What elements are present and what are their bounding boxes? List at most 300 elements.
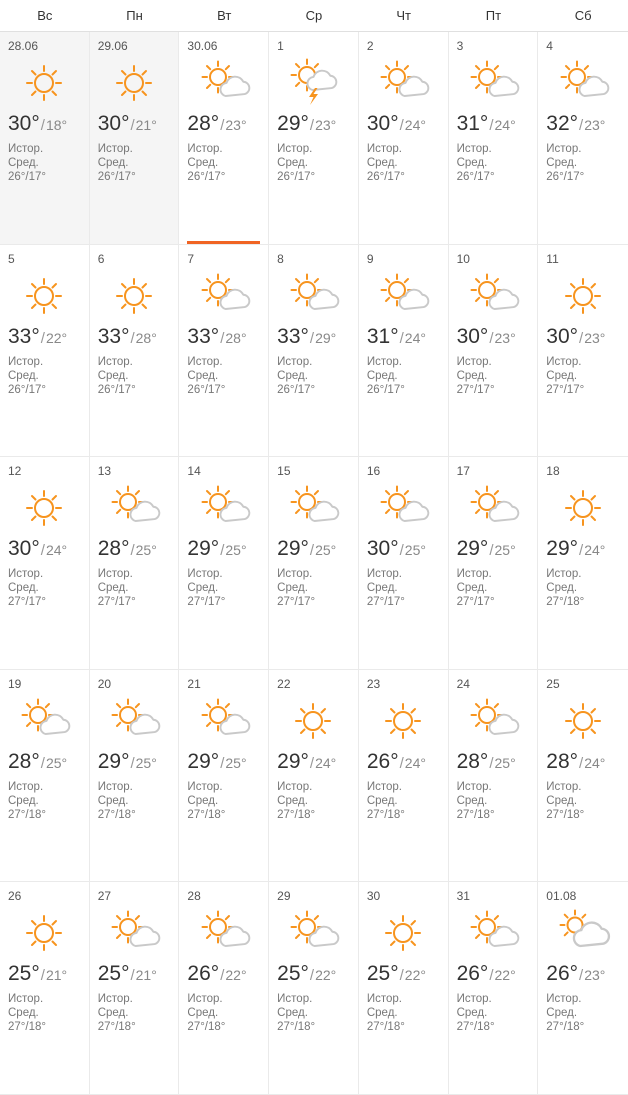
historical-label-line1: Истор. (187, 993, 223, 1006)
day-number: 15 (277, 464, 291, 479)
day-cell[interactable] (449, 670, 539, 883)
historical-values: 27°/18° (8, 1021, 46, 1034)
day-temperatures (277, 326, 350, 347)
historical-label-line2: Сред. (456, 582, 488, 595)
historical-average (546, 355, 620, 397)
historical-values: 26°/17° (97, 383, 136, 396)
low-degree-symbol: ° (61, 117, 68, 133)
low-temperature: 25 (225, 542, 241, 559)
historical-values: 27°/17° (277, 596, 316, 609)
day-temperatures (8, 113, 81, 134)
historical-label-line2: Сред. (277, 157, 308, 169)
high-degree-symbol: ° (390, 112, 399, 135)
high-degree-symbol: ° (390, 324, 399, 348)
high-degree-symbol: ° (390, 537, 399, 561)
high-degree-symbol: ° (210, 112, 220, 135)
temperature-separator: / (579, 329, 584, 347)
day-cell[interactable] (90, 245, 180, 458)
historical-label-line1: Истор. (366, 568, 402, 581)
high-temperature: 28 (187, 112, 211, 135)
temperature-separator: / (489, 754, 494, 772)
day-temperatures (367, 113, 440, 134)
day-cell[interactable] (269, 882, 359, 1095)
day-number: 8 (277, 251, 284, 266)
low-degree-symbol: ° (330, 754, 337, 771)
historical-average (367, 355, 440, 397)
day-cell[interactable] (0, 670, 90, 883)
day-temperatures (187, 326, 260, 347)
historical-values: 27°/17° (456, 383, 495, 396)
historical-average (98, 355, 171, 397)
calendar-weeks (0, 32, 628, 1095)
historical-label-line2: Сред. (277, 1007, 308, 1020)
temperature-separator: / (220, 329, 225, 347)
historical-label-line2: Сред. (97, 1007, 129, 1020)
sun-icon (546, 268, 620, 324)
temperature-separator: / (399, 329, 404, 347)
high-temperature: 26 (187, 962, 211, 986)
historical-values: 26°/17° (277, 171, 316, 183)
low-degree-symbol: ° (330, 117, 337, 133)
low-degree-symbol: ° (61, 754, 68, 771)
high-degree-symbol: ° (121, 537, 130, 561)
sun-cloud-icon (187, 268, 260, 324)
low-degree-symbol: ° (61, 542, 68, 559)
low-degree-symbol: ° (420, 117, 426, 133)
day-cell[interactable] (179, 457, 269, 670)
historical-label-line1: Истор. (456, 780, 492, 793)
historical-label-line2: Сред. (546, 157, 578, 169)
historical-label-line1: Истор. (366, 355, 402, 368)
high-degree-symbol: ° (121, 112, 130, 135)
historical-label-line2: Сред. (97, 794, 129, 807)
temperature-separator: / (130, 117, 135, 134)
day-cell[interactable] (0, 245, 90, 458)
low-degree-symbol: ° (420, 329, 426, 346)
sun-icon (8, 905, 81, 961)
sun-icon (546, 480, 620, 536)
day-temperatures (277, 963, 350, 984)
historical-average (277, 355, 350, 397)
low-degree-symbol: ° (420, 542, 426, 559)
high-degree-symbol: ° (390, 749, 399, 773)
low-degree-symbol: ° (599, 967, 606, 984)
day-cell[interactable] (359, 457, 449, 670)
day-cell[interactable] (269, 457, 359, 670)
low-temperature: 24 (584, 754, 600, 771)
temperature-separator: / (489, 117, 494, 134)
sun-cloud-icon (277, 480, 350, 536)
high-degree-symbol: ° (479, 324, 489, 348)
temperature-separator: / (40, 117, 45, 134)
historical-values: 27°/18° (456, 808, 495, 821)
historical-label-line1: Истор. (277, 568, 313, 581)
day-number: 24 (456, 676, 470, 691)
historical-label-line2: Сред. (546, 369, 578, 382)
temperature-separator: / (489, 542, 494, 560)
historical-label-line1: Истор. (8, 355, 44, 368)
historical-average (367, 780, 440, 822)
sun-cloud-icon (457, 268, 530, 324)
historical-average (277, 567, 350, 609)
weekday-label-4: Чт (396, 8, 412, 23)
weekday-label-3: Ср (305, 8, 323, 23)
historical-average (457, 992, 530, 1034)
day-cell[interactable] (449, 457, 539, 670)
sun-storm-icon (277, 55, 350, 111)
high-temperature: 33 (187, 324, 211, 348)
historical-average (546, 780, 620, 822)
low-temperature: 25 (404, 542, 421, 559)
historical-label-line1: Истор. (97, 780, 133, 793)
temperature-separator: / (130, 967, 135, 985)
historical-average (98, 567, 171, 609)
day-cell[interactable] (359, 245, 449, 458)
temperature-separator: / (220, 542, 225, 560)
low-degree-symbol: ° (510, 967, 516, 984)
day-number: 27 (97, 889, 112, 904)
day-temperatures (546, 538, 620, 559)
day-cell[interactable] (179, 32, 269, 245)
high-degree-symbol: ° (210, 324, 220, 348)
low-temperature: 22 (45, 329, 62, 346)
low-temperature: 23 (494, 329, 511, 346)
historical-average (277, 142, 350, 184)
day-temperatures (8, 326, 81, 347)
day-temperatures (367, 751, 440, 772)
low-temperature: 24 (45, 542, 62, 559)
low-temperature: 22 (225, 967, 241, 984)
day-cell[interactable] (359, 32, 449, 245)
high-temperature: 33 (277, 324, 301, 348)
day-temperatures (367, 963, 440, 984)
high-degree-symbol: ° (210, 749, 220, 773)
historical-label-line2: Сред. (8, 157, 39, 169)
low-temperature: 25 (135, 542, 152, 559)
historical-label-line2: Сред. (546, 1007, 578, 1020)
day-cell[interactable] (538, 670, 628, 883)
high-degree-symbol: ° (31, 112, 40, 135)
low-temperature: 28 (225, 329, 241, 346)
historical-label-line1: Истор. (187, 568, 223, 581)
temperature-separator: / (309, 542, 315, 560)
high-temperature: 31 (366, 324, 391, 348)
historical-values: 26°/17° (97, 171, 136, 183)
day-cell[interactable] (538, 457, 628, 670)
high-temperature: 33 (97, 324, 122, 348)
low-degree-symbol: ° (510, 329, 516, 346)
low-temperature: 28 (135, 329, 152, 346)
historical-average (8, 567, 81, 609)
high-temperature: 30 (456, 324, 480, 348)
low-temperature: 25 (315, 542, 331, 559)
low-temperature: 18 (45, 117, 62, 133)
historical-average (367, 567, 440, 609)
low-degree-symbol: ° (330, 967, 337, 984)
sun-cloud-icon (457, 693, 530, 749)
historical-label-line1: Истор. (277, 143, 313, 155)
day-cell[interactable] (0, 882, 90, 1095)
day-number: 26 (8, 889, 22, 904)
day-number: 6 (97, 251, 105, 266)
historical-label-line2: Сред. (277, 582, 308, 595)
temperature-separator: / (399, 754, 404, 772)
low-temperature: 23 (584, 967, 600, 984)
high-temperature: 28 (8, 749, 32, 773)
historical-label-line1: Истор. (8, 568, 44, 581)
historical-average (98, 142, 171, 184)
sun-cloud-icon (187, 693, 260, 749)
sun-cloud-icon (546, 55, 620, 111)
day-cell[interactable] (269, 670, 359, 883)
calendar-week-row (0, 245, 628, 458)
high-degree-symbol: ° (479, 749, 489, 773)
historical-values: 27°/18° (366, 808, 405, 821)
high-temperature: 32 (546, 112, 570, 135)
high-degree-symbol: ° (479, 112, 489, 135)
temperature-separator: / (130, 754, 135, 772)
day-temperatures (8, 751, 81, 772)
weekday-label-1: Пн (126, 8, 143, 23)
historical-label-line1: Истор. (366, 143, 402, 155)
historical-values: 26°/17° (456, 171, 495, 183)
historical-label-line2: Сред. (456, 157, 488, 169)
day-number: 17 (456, 464, 470, 479)
day-cell[interactable] (179, 670, 269, 883)
day-number: 3 (456, 39, 464, 53)
high-degree-symbol: ° (31, 537, 40, 561)
calendar-week-row (0, 882, 628, 1095)
day-cell[interactable] (90, 457, 180, 670)
historical-label-line2: Сред. (8, 582, 39, 595)
day-number: 12 (8, 464, 22, 479)
cloud-sun-icon (546, 905, 620, 961)
high-temperature: 25 (366, 962, 391, 986)
high-temperature: 29 (546, 537, 570, 561)
high-temperature: 25 (8, 962, 32, 986)
day-cell[interactable] (179, 245, 269, 458)
temperature-separator: / (40, 754, 45, 772)
sun-cloud-icon (367, 480, 440, 536)
high-degree-symbol: ° (300, 537, 309, 561)
high-temperature: 25 (97, 962, 122, 986)
weekday-label-2: Вт (217, 8, 232, 23)
sun-cloud-icon (187, 905, 260, 961)
historical-average (367, 992, 440, 1034)
high-degree-symbol: ° (300, 962, 309, 986)
historical-values: 26°/17° (8, 383, 46, 396)
historical-values: 27°/18° (546, 596, 585, 609)
high-degree-symbol: ° (31, 324, 40, 348)
high-degree-symbol: ° (300, 324, 309, 348)
historical-average (457, 142, 530, 184)
low-degree-symbol: ° (599, 117, 606, 133)
temperature-separator: / (579, 754, 584, 772)
historical-average (187, 355, 260, 397)
sun-cloud-icon (277, 905, 350, 961)
low-temperature: 24 (404, 117, 421, 133)
day-number: 5 (8, 251, 15, 266)
high-temperature: 33 (8, 324, 32, 348)
day-temperatures (187, 538, 260, 559)
day-cell[interactable] (269, 245, 359, 458)
day-cell[interactable] (90, 882, 180, 1095)
low-temperature: 29 (315, 329, 331, 346)
temperature-separator: / (399, 117, 404, 134)
high-degree-symbol: ° (479, 962, 489, 986)
sun-cloud-icon (367, 55, 440, 111)
sun-cloud-icon (367, 268, 440, 324)
temperature-separator: / (130, 329, 135, 347)
day-number: 22 (277, 676, 291, 691)
day-cell[interactable] (449, 882, 539, 1095)
high-degree-symbol: ° (569, 962, 579, 986)
historical-values: 26°/17° (277, 383, 316, 396)
historical-label-line1: Истор. (97, 568, 133, 581)
sun-cloud-icon (98, 480, 171, 536)
high-degree-symbol: ° (31, 962, 40, 986)
temperature-separator: / (579, 542, 584, 560)
high-degree-symbol: ° (31, 749, 40, 773)
day-temperatures (457, 326, 530, 347)
day-number: 18 (546, 464, 560, 479)
day-cell[interactable] (538, 882, 628, 1095)
low-temperature: 23 (225, 117, 241, 133)
low-temperature: 25 (494, 542, 511, 559)
day-number: 7 (187, 251, 195, 266)
temperature-separator: / (220, 754, 225, 772)
day-temperatures (277, 538, 350, 559)
day-temperatures (277, 751, 350, 772)
high-degree-symbol: ° (390, 962, 399, 986)
day-number: 29 (277, 889, 291, 904)
day-temperatures (8, 963, 81, 984)
high-temperature: 26 (546, 962, 570, 986)
historical-values: 26°/17° (546, 171, 585, 183)
day-cell[interactable] (179, 882, 269, 1095)
low-temperature: 25 (225, 754, 241, 771)
day-temperatures (98, 326, 171, 347)
historical-label-line1: Истор. (97, 355, 133, 368)
calendar-week-row (0, 457, 628, 670)
day-cell[interactable] (359, 882, 449, 1095)
sun-cloud-icon (457, 905, 530, 961)
high-temperature: 26 (456, 962, 480, 986)
low-degree-symbol: ° (61, 967, 68, 984)
high-temperature: 29 (187, 537, 211, 561)
sun-cloud-icon (277, 268, 350, 324)
day-cell[interactable] (269, 32, 359, 245)
historical-label-line2: Сред. (456, 369, 488, 382)
day-temperatures (187, 963, 260, 984)
day-temperatures (98, 538, 171, 559)
historical-average (367, 142, 440, 184)
historical-values: 26°/17° (8, 171, 46, 183)
sun-icon (546, 693, 620, 749)
day-cell[interactable] (538, 245, 628, 458)
low-degree-symbol: ° (510, 542, 516, 559)
sun-cloud-icon (187, 480, 260, 536)
historical-label-line2: Сред. (366, 582, 398, 595)
historical-average (457, 780, 530, 822)
high-temperature: 28 (456, 749, 480, 773)
day-number: 10 (456, 251, 470, 266)
historical-average (187, 567, 260, 609)
historical-values: 27°/17° (546, 383, 585, 396)
high-degree-symbol: ° (300, 749, 309, 773)
day-cell[interactable] (449, 32, 539, 245)
historical-label-line1: Истор. (456, 143, 492, 155)
day-cell[interactable] (0, 457, 90, 670)
high-degree-symbol: ° (479, 537, 489, 561)
temperature-separator: / (220, 967, 225, 985)
sun-icon (98, 55, 171, 111)
low-degree-symbol: ° (240, 754, 247, 771)
temperature-separator: / (130, 542, 135, 560)
historical-label-line2: Сред. (187, 1007, 219, 1020)
day-cell[interactable] (359, 670, 449, 883)
high-degree-symbol: ° (569, 324, 579, 348)
day-number: 14 (187, 464, 201, 479)
low-degree-symbol: ° (240, 967, 247, 984)
historical-label-line2: Сред. (187, 794, 219, 807)
historical-values: 27°/18° (546, 808, 585, 821)
day-number: 30 (366, 889, 381, 904)
day-temperatures (457, 751, 530, 772)
high-temperature: 29 (456, 537, 480, 561)
historical-average (8, 992, 81, 1034)
day-temperatures (367, 538, 440, 559)
historical-label-line1: Истор. (546, 993, 582, 1006)
temperature-separator: / (40, 967, 45, 985)
historical-label-line2: Сред. (8, 1007, 39, 1020)
day-temperatures (277, 113, 350, 134)
sun-cloud-icon (8, 693, 81, 749)
historical-values: 26°/17° (187, 171, 226, 183)
high-temperature: 30 (366, 112, 391, 135)
high-temperature: 30 (97, 112, 122, 135)
day-cell[interactable] (0, 32, 90, 245)
historical-label-line2: Сред. (456, 1007, 488, 1020)
historical-label-line2: Сред. (97, 157, 129, 169)
historical-label-line1: Истор. (546, 780, 582, 793)
sun-cloud-icon (457, 55, 530, 111)
temperature-separator: / (399, 542, 404, 560)
low-temperature: 24 (494, 117, 511, 133)
weekday-label-6: Сб (574, 8, 592, 23)
day-cell[interactable] (449, 245, 539, 458)
day-number: 11 (546, 251, 559, 266)
historical-label-line1: Истор. (546, 355, 582, 368)
temperature-separator: / (220, 117, 225, 134)
high-temperature: 29 (187, 749, 211, 773)
historical-label-line2: Сред. (546, 794, 578, 807)
temperature-separator: / (489, 967, 494, 985)
weekday-header-row (0, 0, 628, 32)
day-cell[interactable] (90, 670, 180, 883)
day-cell[interactable] (538, 32, 628, 245)
day-cell[interactable] (90, 32, 180, 245)
high-temperature: 30 (8, 112, 32, 135)
day-temperatures (367, 326, 440, 347)
historical-label-line1: Истор. (8, 780, 44, 793)
historical-label-line2: Сред. (277, 369, 308, 382)
high-temperature: 29 (277, 537, 301, 561)
sun-icon (98, 268, 171, 324)
historical-average (98, 780, 171, 822)
weekday-label-5: Пт (485, 8, 502, 23)
day-number: 31 (456, 889, 470, 904)
